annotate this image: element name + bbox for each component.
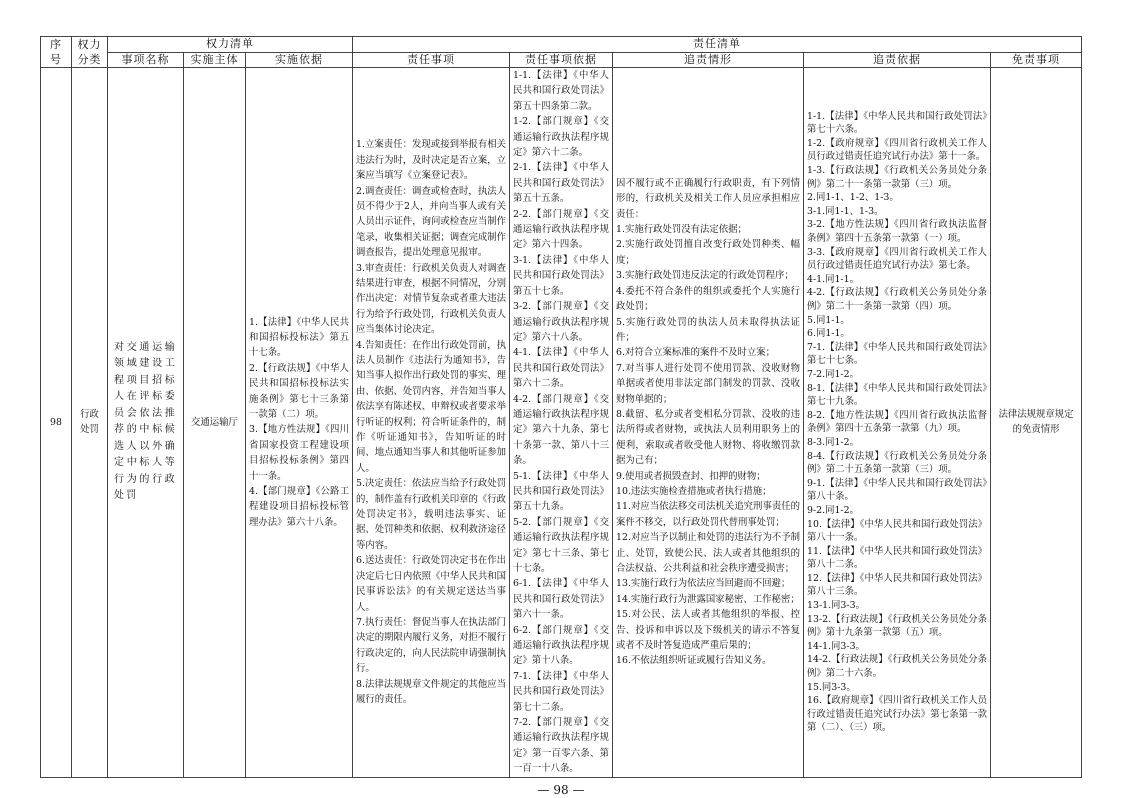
header-duty-basis: 责任事项依据 — [510, 52, 613, 68]
cell-item-name: 对交通运输领域建设工程项目招标人在评标委员会依法推荐的中标候选人以外确定中标人等行为的行政处罚 — [108, 68, 184, 778]
cell-subject: 交通运输厅 — [184, 68, 246, 778]
cell-seq: 98 — [41, 68, 72, 778]
header-subject: 实施主体 — [184, 52, 246, 68]
header-basis: 实施依据 — [246, 52, 353, 68]
header-duties: 责任事项 — [353, 52, 510, 68]
cell-duties: 1.立案责任：发现或接到举报有相关违法行为时，及时决定是否立案，立案应当填写《立案登记表》。 2.调查责任：调查或检查时，执法人员不得少于2人，并向当事人或有关人员出示证件，询问或检查应当制作笔录，收集相关证据；调查完成制作调查报告，提出处理意见报审。 3.审查责任：行政机关负责人对调查结果进行审查，根据不同情况，分别作出决定：对情节复杂或者重大违法行为给予行政处罚，行政机关负责人应当集体讨论决定。 4.告知责任：在作出行政处罚前，执法人员制作《违法行为通知书》，告知当事人拟作出行政处罚的事实、理由、依据、处罚内容，并告知当事人依法享有陈述权、申辩权或者要求举行听证的权利；符合听证条件的，制作《听证通知书》，告知听证的时间、地点通知当事人和其他听证参加人。 5.决定责任：依法应当给予行政处罚的，制作盖有行政机关印章的《行政处罚决定书》，载明违法事实、证据、处罚种类和依据、权利救济途径等内容。 6.送达责任：行政处罚决定书在作出决定后七日内依照《中华人民共和国民事诉讼法》的有关规定送达当事人。 7.执行责任：督促当事人在执法部门决定的期限内履行义务，对拒不履行行政决定的，向人民法院申请强制执行。 8.法律法规规章文件规定的其他应当履行的责任。 — [353, 68, 510, 778]
header-responsibility-list: 责任清单 — [353, 37, 1082, 53]
power-responsibility-table — [40, 36, 1082, 778]
header-seq: 序 号 — [41, 37, 72, 68]
page-number: — 98 — — [537, 782, 585, 797]
header-exemption: 免责事项 — [991, 52, 1082, 68]
table-row — [41, 68, 1082, 778]
header-accountability: 追责情形 — [613, 52, 804, 68]
header-power-list: 权力清单 — [108, 37, 353, 53]
header-category: 权力 分类 — [72, 37, 108, 68]
cell-category: 行政 处罚 — [72, 68, 108, 778]
cell-basis: 1.【法律】《中华人民共和国招标投标法》第五十七条。 2.【行政法规】《中华人民共和国招标投标法实施条例》第七十三条第一款第（二）项。 3.【地方性法规】《四川省国家投资工程建设项目招标投标条例》第四十一条。 4.【部门规章】《公路工程建设项目招标投标管理办法》第六十八条。 — [246, 68, 353, 778]
cell-exemption: 法律法规规章规定的免责情形 — [991, 68, 1082, 778]
cell-accountability: 因不履行或不正确履行行政职责，有下列情形的，行政机关及相关工作人员应承担相应责任： 1.实施行政处罚没有法定依据； 2.实施行政处罚擅自改变行政处罚种类、幅度； 3.实施行政处罚违反法定的行政处罚程序； 4.委托不符合条件的组织或委托个人实施行政处罚； 5.实施行政处罚的执法人员未取得执法证件； 6.对符合立案标准的案件不及时立案； 7.对当事人进行处罚不使用罚款、没收财物单据或者使用非法定部门制发的罚款、没收财物单据的； 8.截留、私分或者变相私分罚款、没收的违法所得或者财物，或执法人员利用职务上的便利，索取或者收受他人财物、将收缴罚款据为己有； 9.使用或者损毁查封、扣押的财物； 10.违法实施检查措施或者执行措施； 11.对应当依法移交司法机关追究刑事责任的案件不移交，以行政处罚代替刑事处罚； 12.对应当予以制止和处罚的违法行为不予制止、处罚，致使公民、法人或者其他组织的合法权益、公共利益和社会秩序遭受损害； 13.实施行政行为依法应当回避而不回避； 14.实施行政行为泄露国家秘密、工作秘密； 15.对公民、法人或者其他组织的举报、控告、投诉和申诉以及下级机关的请示不答复或者不及时答复造成严重后果的； 16.不依法组织听证或履行告知义务。 — [613, 68, 804, 778]
header-row-2 — [41, 52, 1082, 68]
header-item-name: 事项名称 — [108, 52, 184, 68]
header-row-1 — [41, 37, 1082, 53]
cell-duty-basis: 1-1.【法律】《中华人民共和国行政处罚法》第五十四条第二款。 1-2.【部门规章】《交通运输行政执法程序规定》第六十二条。 2-1.【法律】《中华人民共和国行政处罚法》第五十五条。 2-2.【部门规章】《交通运输行政执法程序规定》第六十四条。 3-1.【法律】《中华人民共和国行政处罚法》第五十七条。 3-2.【部门规章】《交通运输行政执法程序规定》第六十八条。 4-1.【法律】《中华人民共和国行政处罚法》第六十二条。 4-2.【部门规章】《交通运输行政执法程序规定》第六十九条、第七十条第一款、第八十三条。 5-1.【法律】《中华人民共和国行政处罚法》第五十九条。 5-2.【部门规章】《交通运输行政执法程序规定》第七十三条、第七十七条。 6-1.【法律】《中华人民共和国行政处罚法》第六十一条。 6-2.【部门规章】《交通运输行政执法程序规定》第十八条。 7-1.【法律】《中华人民共和国行政处罚法》第七十二条。 7-2.【部门规章】《交通运输行政执法程序规定》第一百零六条、第一百一十八条。 — [510, 68, 613, 778]
cell-accountability-basis: 1-1.【法律】《中华人民共和国行政处罚法》第七十六条。 1-2.【政府规章】《四川省行政机关工作人员行政过错责任追究试行办法》第十一条。 1-3.【行政法规】《行政机关公务员处分条例》第二十一条第一款第（三）项。 2.同1-1、1-2、1-3。 3-1.同1-1、1-3。 3-2.【地方性法规】《四川省行政执法监督条例》第四十五条第一款第（一）项。 3-3.【政府规章】《四川省行政机关工作人员行政过错责任追究试行办法》第七条。 4-1.同1-1。 4-2.【行政法规】《行政机关公务员处分条例》第二十一条第一款第（四）项。 5.同1-1。 6.同1-1。 7-1.【法律】《中华人民共和国行政处罚法》第七十七条。 7-2.同1-2。 8-1.【法律】《中华人民共和国行政处罚法》第七十九条。 8-2.【地方性法规】《四川省行政执法监督条例》第四十五条第一款第（九）项。 8-3.同1-2。 8-4.【行政法规】《行政机关公务员处分条例》第二十五条第一款第（三）项。 9-1.【法律】《中华人民共和国行政处罚法》第八十条。 9-2.同1-2。 10.【法律】《中华人民共和国行政处罚法》第八十一条。 11.【法律】《中华人民共和国行政处罚法》第八十二条。 12.【法律】《中华人民共和国行政处罚法》第八十三条。 13-1.同3-3。 13-2.【行政法规】《行政机关公务员处分条例》第十九条第一款第（五）项。 14-1.同3-3。 14-2.【行政法规】《行政机关公务员处分条例》第二十六条。 15.同3-3。 16.【政府规章】《四川省行政机关工作人员行政过错责任追究试行办法》第七条第一款第（二）、（三）项。 — [804, 68, 991, 778]
header-accountability-basis: 追责依据 — [804, 52, 991, 68]
